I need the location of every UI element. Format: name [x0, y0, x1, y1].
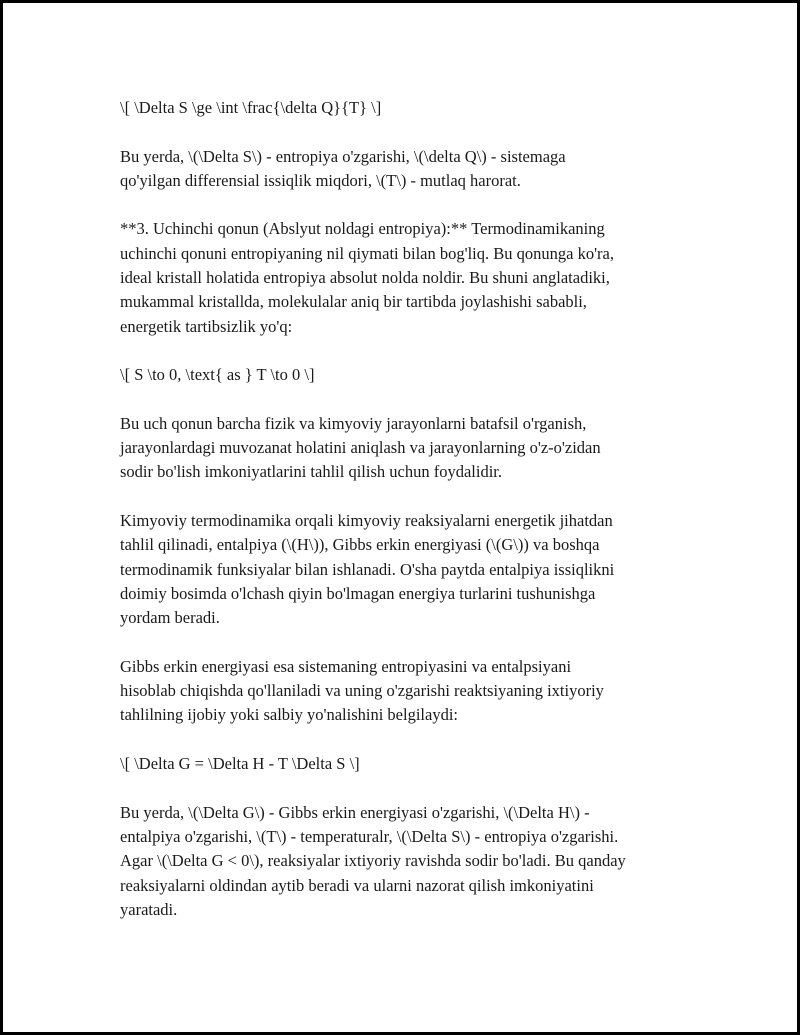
formula-entropy-limit [120, 363, 690, 387]
text-line: yaratadi. [120, 899, 178, 919]
paragraph-three-laws-summary [120, 412, 690, 485]
text-line: sodir bo'lish imkoniyatlarini tahlil qilish uchun foydalidir. [120, 462, 502, 482]
formula-entropy-inequality [120, 96, 690, 120]
text-line: Gibbs erkin energiyasi esa sistemaning entropiyasini va entalpsiyani [120, 656, 572, 676]
text-line: entalpiya o'zgarishi, \(T\) - temperaturalr, \(\Delta S\) - entropiya o'zgarishi. [120, 826, 619, 846]
text-line: Agar \(\Delta G < 0\), reaksiyalar ixtiyoriy ravishda sodir bo'ladi. Bu qanday [120, 851, 626, 871]
paragraph-chemical-thermodynamics [120, 509, 690, 630]
text-line: doimiy bosimda o'lchash qiyin bo'lmagan energiya turlarini tushunishga [120, 583, 596, 603]
text-line: hisoblab chiqishda qo'llaniladi va uning o'zgarishi reaktsiyaning ixtiyoriy [120, 681, 604, 701]
text-line: reaksiyalarni oldindan aytib beradi va ularni nazorat qilish imkoniyatini [120, 875, 594, 895]
text-line: yordam beradi. [120, 608, 220, 628]
text-line: tahlilning ijobiy yoki salbiy yo'nalishini belgilaydi: [120, 705, 458, 725]
text-line: termodinamik funksiyalar bilan ishlanadi. O'sha paytda entalpiya issiqlikni [120, 559, 615, 579]
document-body [120, 96, 690, 946]
text-line: Bu uch qonun barcha fizik va kimyoviy jarayonlarni batafsil o'rganish, [120, 413, 587, 433]
text-line: **3. Uchinchi qonun (Abslyut noldagi entropiya):** Termodinamikaning [120, 219, 605, 239]
text-line: Kimyoviy termodinamika orqali kimyoviy reaksiyalarni energetik jihatdan [120, 511, 613, 531]
paragraph-third-law [120, 217, 690, 338]
text-line: energetik tartibsizlik yo'q: [120, 316, 293, 336]
text-line: uchinchi qonuni entropiyaning nil qiymati bilan bog'liq. Bu qonunga ko'ra, [120, 243, 615, 263]
paragraph-gibbs-definitions [120, 801, 690, 922]
text-line: Bu yerda, \(\Delta S\) - entropiya o'zgarishi, \(\delta Q\) - sistemaga [120, 146, 566, 166]
paragraph-entropy-definitions [120, 145, 690, 194]
formula-gibbs-equation [120, 752, 690, 776]
paragraph-gibbs-energy [120, 655, 690, 728]
text-line: \[ \Delta G = \Delta H - T \Delta S \] [120, 754, 360, 774]
text-line: qo'yilgan differensial issiqlik miqdori, \(T\) - mutlaq harorat. [120, 170, 521, 190]
text-line: mukammal kristallda, molekulalar aniq bir tartibda joylashishi sababli, [120, 292, 587, 312]
text-line: \[ S \to 0, \text{ as } T \to 0 \] [120, 365, 315, 385]
text-line: \[ \Delta S \ge \int \frac{\delta Q}{T} \] [120, 98, 382, 117]
text-line: ideal kristall holatida entropiya absolut nolda noldir. Bu shuni anglatadiki, [120, 268, 610, 288]
text-line: tahlil qilinadi, entalpiya (\(H\)), Gibbs erkin energiyasi (\(G\)) va boshqa [120, 535, 600, 555]
text-line: jarayonlardagi muvozanat holatini aniqlash va jarayonlarning o'z-o'zidan [120, 438, 601, 458]
text-line: Bu yerda, \(\Delta G\) - Gibbs erkin energiyasi o'zgarishi, \(\Delta H\) - [120, 802, 590, 822]
